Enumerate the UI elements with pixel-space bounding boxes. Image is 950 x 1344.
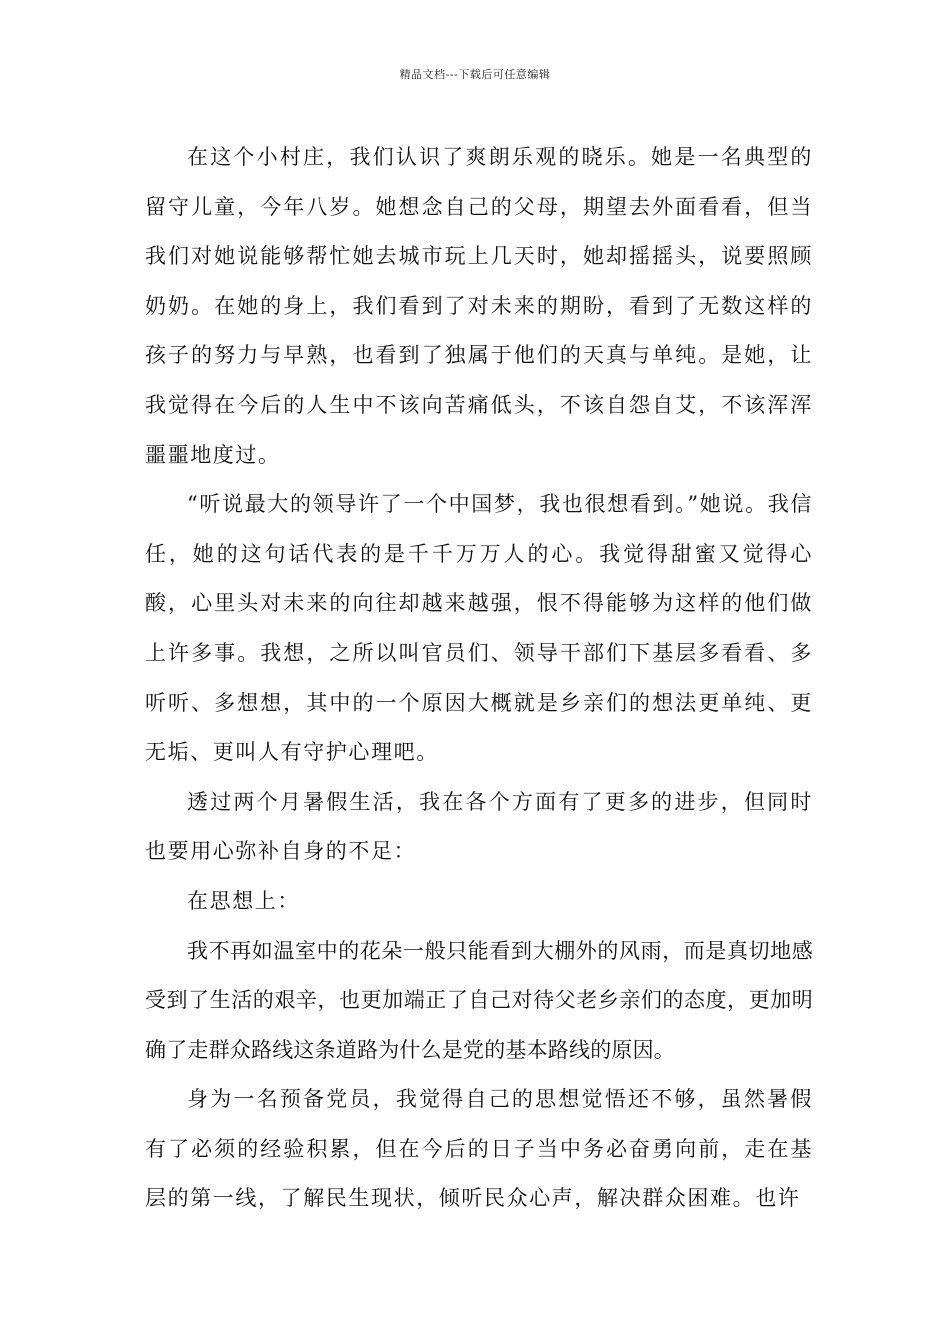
paragraph-xiaole: 在这个小村庄，我们认识了爽朗乐观的晓乐。她是一名典型的留守儿童，今年八岁。她想念自己的父母，期望去外面看看，但当我们对她说能够帮忙她去城市玩上几天时，她却摇摇头，说要照顾奶奶。在她的身上，我们看到了对未来的期盼，看到了无数这样的孩子的努力与早熟，也看到了独属于他们的天真与单纯。是她，让我觉得在今后的人生中不该向苦痛低头，不该自怨自艾，不该浑浑噩噩地度过。 [145,145,813,467]
paragraph-summer-progress: 透过两个月暑假生活，我在各个方面有了更多的进步，但同时也要用心弥补自身的不足： [145,789,813,864]
document-body [145,133,813,1224]
paragraph-party-member: 身为一名预备党员，我觉得自己的思想觉悟还不够，虽然暑假有了必须的经验积累，但在今后的日子当中务必奋勇向前，走在基层的第一线，了解民生现状，倾听民众心声，解决群众困难。也许 [145,1087,813,1211]
paragraph-thought-heading: 在思想上： [187,888,300,913]
paragraph-chinese-dream: “听说最大的领导许了一个中国梦，我也很想看到。”她说。我信任，她的这句话代表的是千千万万人的心。我觉得甜蜜又觉得心酸，心里头对未来的向往却越来越强，恨不得能够为这样的他们做上许多事。我想，之所以叫官员们、领导干部们下基层多看看、多听听、多想想，其中的一个原因大概就是乡亲们的想法更单纯、更无垢、更叫人有守护心理吧。 [145,492,813,765]
page-header: 精品文档---下载后可任意编辑 [399,68,551,81]
paragraph-thought-content: 我不再如温室中的花朵一般只能看到大棚外的风雨，而是真切地感受到了生活的艰辛，也更加端正了自己对待父老乡亲们的态度，更加明确了走群众路线这条道路为什么是党的基本路线的原因。 [145,938,813,1062]
